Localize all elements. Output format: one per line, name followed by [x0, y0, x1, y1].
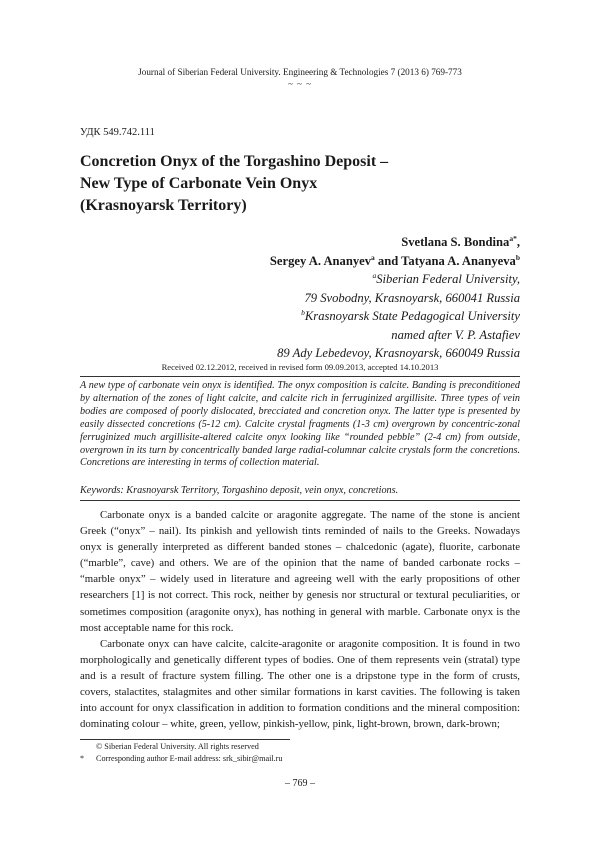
- page-number: – 769 –: [285, 778, 315, 789]
- paragraph: Carbonate onyx is a banded calcite or aragonite aggregate. The name of the stone is ancient Greek (“onyx” – nail). Its pinkish and yellowish tints reminded of nails to the Greeks. Nowadays onyx is generally interpreted as different banded stones – chalcedonic (agate), fluorite, carbonate (“marble”, cave) and others. We are of the opinion that the name of banded carbonate rocks – “marble onyx” – widely used in literature and agreeing well with the early propositions of other researchers [1] is not correct. This rock, neither by genesis nor structural or textural peculiarities, or sometimes composition (aragonite onyx), has nothing in general with marble. Carbonate onyx is the most acceptable name for this rock.: [80, 509, 520, 634]
- footnote-rule: [80, 739, 290, 740]
- title-line: Concretion Onyx of the Torgashino Deposit –: [80, 153, 389, 170]
- author-line: Sergey A. Ananyev$^a$ and Tatyana A. Ananyeva$^b$: [269, 252, 520, 268]
- affiliation-line: 89 Ady Lebedevoy, Krasnoyarsk, 660049 Russia: [277, 346, 520, 360]
- abstract-text: A new type of carbonate vein onyx is identified. The onyx composition is calcite. Banding is preconditioned by alternation of the zones of light calcite, and calcite rich in ferruginized argillisite. Three types of vein bodies are composed of poorly dislocated, brecciated and concretion onyx. The latter type is presented by easily dissected concretions (5-12 cm). Calcite crystal fragments (1-3 cm) overgrown by concentric-zonal ferruginized much argillisite-altered calcite onyx looking like “rounded pebble” (2-4 cm) from outside, overgrown in its turn by concentrically banded large radial-columnar calcite crystals form the concretions. Concretions are interesting in terms of collection material.: [80, 380, 520, 469]
- corresponding-author-note: Corresponding author E-mail address: srk_sibir@mail.ru: [96, 753, 283, 763]
- affiliation-mark: b: [515, 252, 520, 262]
- body-text: [80, 507, 520, 732]
- affiliation-line: $^b$Krasnoyarsk State Pedagogical University: [301, 307, 520, 323]
- author-block: [270, 233, 520, 363]
- footnote-mark: *: [80, 753, 85, 763]
- received-dates: Received 02.12.2012, received in revised form 09.09.2013, accepted 14.10.2013: [161, 362, 439, 372]
- affiliation-line: 79 Svobodny, Krasnoyarsk, 660041 Russia: [304, 290, 520, 305]
- author-line: Svetlana S. Bondina$^{a*}$,: [401, 233, 520, 249]
- header-ornament: ~ ~ ~: [287, 79, 313, 89]
- paragraph: Carbonate onyx can have calcite, calcite-aragonite or aragonite composition. It is found in two morphologically and genetically different types of bodies. One of them represents vein (stratal) type and is a result of fracture system filling. The other one is a dripstone type in the form of crusts, covers, stalactites, stalagmites and other similar formations in karst cavities. The following is taken into account for onyx classification in addition to formation conditions and the mineral composition: dominating colour – white, green, yellow, pinkish-yellow, pink, light-brown, brown, dark-brown;: [80, 637, 520, 731]
- copyright-note: © Siberian Federal University. All rights reserved: [96, 742, 259, 751]
- footnotes: [80, 741, 283, 764]
- affiliation-mark: a*: [509, 233, 517, 243]
- author-name: Svetlana S. Bondina: [401, 235, 510, 249]
- affiliation-mark: a: [371, 252, 375, 262]
- article-title: [80, 151, 520, 217]
- title-line: (Krasnoyarsk Territory): [80, 197, 247, 214]
- abstract-bottom-rule: [80, 500, 520, 501]
- affiliation-line: $^a$Siberian Federal University,: [372, 270, 520, 286]
- keywords: Keywords: Krasnoyarsk Territory, Torgashino deposit, vein onyx, concretions.: [80, 485, 399, 496]
- title-line: New Type of Carbonate Vein Onyx: [80, 175, 318, 192]
- journal-header: Journal of Siberian Federal University. Engineering & Technologies 7 (2013 6) 769-773: [138, 67, 462, 77]
- abstract-top-rule: [80, 376, 520, 377]
- affiliation-line: named after V. P. Astafiev: [391, 327, 520, 342]
- author-name: Sergey A. Ananyev: [269, 253, 372, 268]
- udc-code: УДК 549.742.111: [80, 127, 155, 138]
- author-name: Tatyana A. Ananyeva: [401, 253, 516, 268]
